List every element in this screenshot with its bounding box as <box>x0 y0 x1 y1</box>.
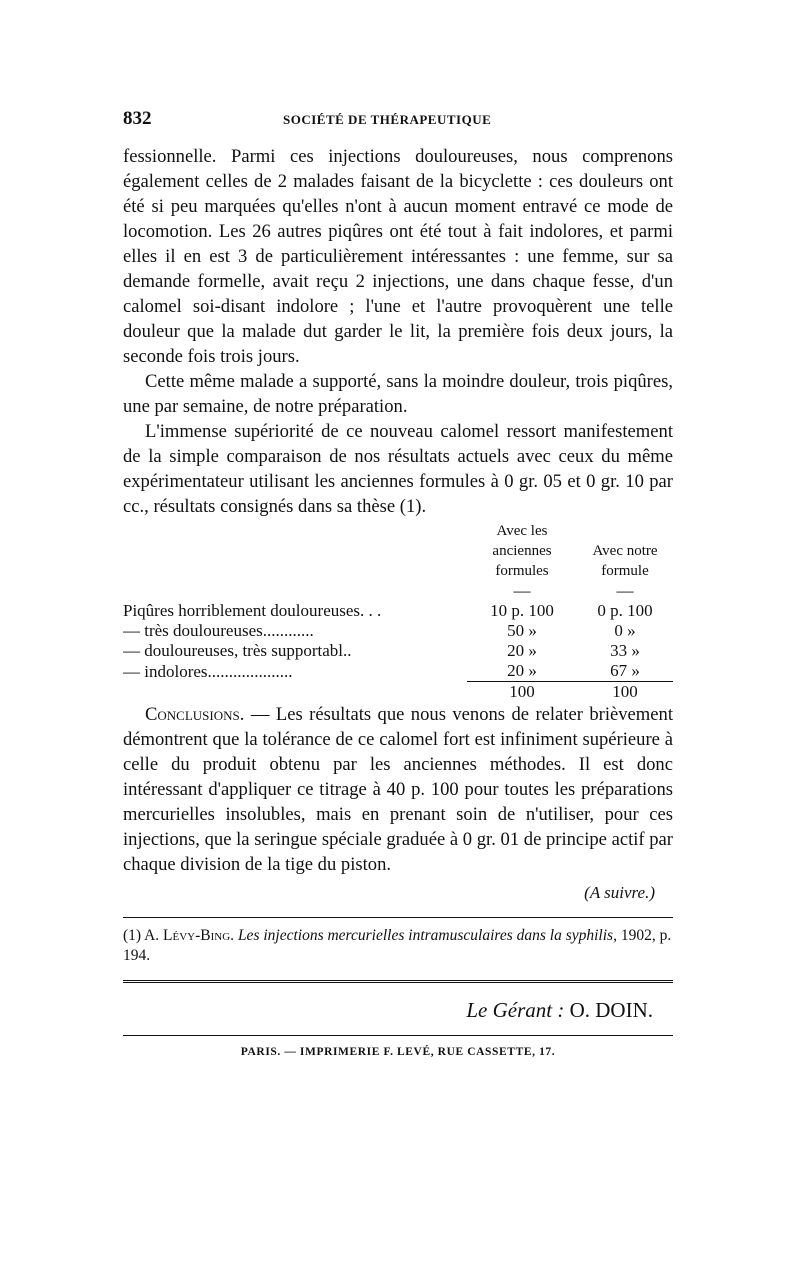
table-dash-row: — — <box>513 581 634 600</box>
printer-imprint: PARIS. — IMPRIMERIE F. LEVÉ, RUE CASSETTE, 17. <box>240 1046 556 1058</box>
page-number: 832 <box>123 108 152 129</box>
conclusion-paragraph <box>123 702 673 877</box>
imprint-divider <box>123 1035 673 1036</box>
conclusion-label: Conclusions. <box>145 704 245 725</box>
table-row: — très douloureuses............ 50 » 0 » <box>123 621 636 640</box>
paragraph-2: Cette même malade a supporté, sans la moindre douleur, trois piqûres, une par semaine, de notre préparation. <box>123 371 673 417</box>
paragraph-3: L'immense supériorité de ce nouveau calomel ressort manifestement de la simple comparaison de nos résultats actuels avec ceux du même expérimentateur utilisant les anciennes formules à 0 gr. 05 et 0 gr. 10 par cc., résultats consignés dans sa thèse (1). <box>123 421 673 517</box>
table-total-row: 100 100 <box>123 682 673 703</box>
running-header <box>123 108 673 144</box>
col2-header: Avec notre formule <box>592 543 658 579</box>
col1-header: Avec les anciennes formules <box>492 523 552 579</box>
table-row: — douloureuses, très supportabl.. 20 » 33 » <box>123 641 640 660</box>
footnote-divider <box>123 917 673 918</box>
table-header-row <box>123 521 673 581</box>
table-row: — indolores.................... 20 » 67 » <box>123 661 640 681</box>
results-table <box>123 521 673 702</box>
document-page <box>123 108 673 1058</box>
paragraph-1: fessionnelle. Parmi ces injections douloureuses, nous comprenons également celles de 2 malades faisant de la bicyclette : ces douleurs ont été si peu marquées qu'elles n'ont à aucun moment entravé ce mode de locomotion. Les 26 autres piqûres ont été tout à fait indolores, et parmi elles il en est 3 de particulièrement intéressantes : une femme, sur sa demande formelle, avait reçu 2 injections, une dans chaque fesse, d'un calomel soi-disant indolore ; l'une et l'autre provoquèrent une telle douleur que la malade dut garder le lit, la première fois deux jours, la seconde fois trois jours. <box>123 146 673 367</box>
table-row: Piqûres horriblement douloureuses. . . 10 p. 100 0 p. 100 <box>123 601 653 620</box>
continued-note: (A suivre.) <box>584 883 655 902</box>
conclusion-text: — Les résultats que nous venons de relater brièvement démontrent que la tolérance de ce calomel fort est infiniment supérieure à celle du produit obtenu par les anciennes méthodes. Il est donc intéressant d'appliquer ce titrage à 40 p. 100 pour toutes les préparations mercurielles insolubles, mais en prenant soin de n'utiliser, pour ces injections, que la seringue spéciale graduée à 0 gr. 01 de principe actif par chaque division de la tige du piston. <box>123 704 673 875</box>
running-title: SOCIÉTÉ DE THÉRAPEUTIQUE <box>283 112 492 127</box>
gerant-line: Le Gérant : O. DOIN. <box>466 998 653 1022</box>
footnote: (1) A. Lévy-Bing. Les injections mercurielles intramusculaires dans la syphilis, 1902, p. 194. <box>123 927 672 964</box>
double-rule <box>123 980 673 986</box>
